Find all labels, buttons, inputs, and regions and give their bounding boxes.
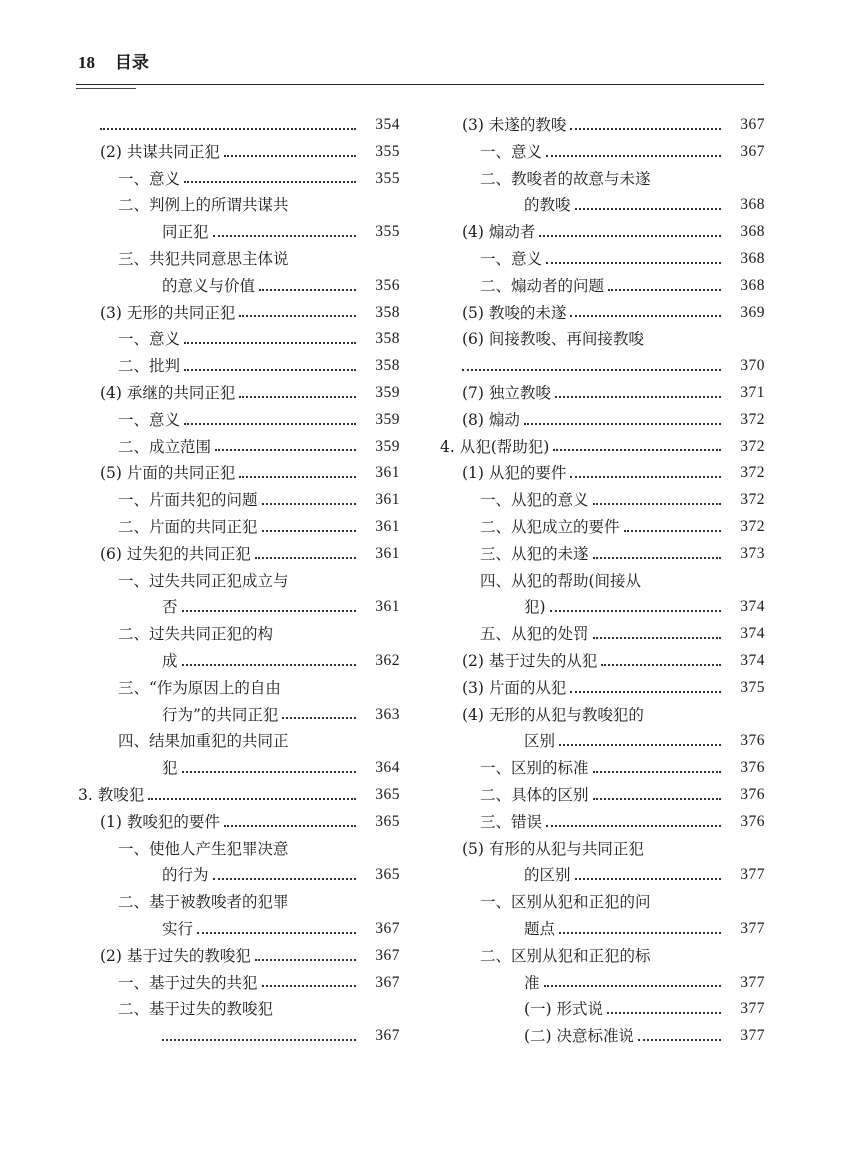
dot-leader <box>593 557 721 559</box>
toc-entry-title: 一、基于过失的共犯 <box>118 973 258 992</box>
toc-entry <box>78 836 400 863</box>
toc-entry <box>78 326 400 353</box>
toc-page-number: 376 <box>740 812 765 830</box>
toc-page-number: 358 <box>375 357 400 375</box>
toc-page-number: 368 <box>740 276 765 294</box>
dot-leader <box>553 449 721 451</box>
toc-entry-title: 一、意义 <box>118 330 181 349</box>
toc-entry-title: (3) 未遂的教唆 <box>462 116 567 134</box>
toc-entry-title: 犯) <box>524 598 546 617</box>
toc-entry-title: 一、区别从犯和正犯的问 <box>480 893 651 912</box>
dot-leader <box>546 825 721 827</box>
toc-entry-title: (1) 教唆犯的要件 <box>100 812 220 831</box>
toc-entry-title: 三、错误 <box>480 812 543 831</box>
toc-entry <box>78 1023 400 1050</box>
header-rule <box>76 84 764 85</box>
toc-page-number: 375 <box>740 678 765 696</box>
toc-entry-title: 三、“作为原因上的自由 <box>118 678 281 697</box>
toc-entry-title: 的区别 <box>524 866 571 885</box>
toc-page-number: 365 <box>375 812 400 830</box>
toc-page-number: 376 <box>740 785 765 803</box>
toc-entry-title: 二、从犯成立的要件 <box>480 517 620 536</box>
dot-leader <box>197 932 356 934</box>
toc-entry-title: 二、判例上的所谓共谋共 <box>118 196 289 215</box>
toc-page-number: 372 <box>740 464 765 482</box>
toc-entry <box>78 568 400 595</box>
toc-page-number: 359 <box>375 383 400 401</box>
dot-leader <box>239 396 356 398</box>
toc-entry <box>440 139 765 166</box>
toc-entry-title: 成 <box>162 651 178 670</box>
toc-entry-title: 3. 教唆犯 <box>78 785 145 804</box>
toc-page-number: 367 <box>375 973 400 991</box>
dot-leader <box>570 315 721 317</box>
toc-entry <box>440 996 765 1023</box>
dot-leader <box>259 289 356 291</box>
dot-leader <box>262 985 356 987</box>
dot-leader <box>184 423 356 425</box>
dot-leader <box>546 262 721 264</box>
toc-page-number: 364 <box>375 759 400 777</box>
toc-entry <box>78 139 400 166</box>
toc-entry <box>78 916 400 943</box>
toc-entry <box>78 970 400 997</box>
dot-leader <box>570 476 721 478</box>
toc-page-number: 367 <box>375 1027 400 1045</box>
toc-entry-title: (5) 有形的从犯与共同正犯 <box>462 839 644 858</box>
toc-entry-title: 二、教唆者的故意与未遂 <box>480 169 651 188</box>
toc-entry <box>440 514 765 541</box>
dot-leader <box>262 530 356 532</box>
dot-leader <box>546 155 721 157</box>
toc-entry-title: 四、从犯的帮助(间接从 <box>480 571 642 590</box>
toc-page-number: 362 <box>375 651 400 669</box>
toc-entry <box>440 594 765 621</box>
toc-entry <box>78 648 400 675</box>
toc-entry <box>440 326 765 353</box>
toc-page-number: 370 <box>740 357 765 375</box>
dot-leader <box>182 771 356 773</box>
toc-entry <box>78 112 400 139</box>
toc-entry-title: (3) 片面的从犯 <box>462 678 567 697</box>
toc-entry <box>440 675 765 702</box>
toc-page-number: 372 <box>740 517 765 535</box>
toc-left-column <box>78 112 400 1050</box>
dot-leader <box>550 610 721 612</box>
toc-entry <box>440 112 765 139</box>
dot-leader <box>184 181 356 183</box>
toc-entry-title: (二) 决意标准说 <box>524 1027 635 1046</box>
toc-entry <box>440 568 765 595</box>
dot-leader <box>608 289 721 291</box>
toc-entry <box>78 996 400 1023</box>
toc-entry <box>78 380 400 407</box>
dot-leader <box>559 932 721 934</box>
toc-entry-title: 否 <box>162 598 178 617</box>
toc-page-number: 377 <box>740 866 765 884</box>
toc-entry <box>78 702 400 729</box>
toc-page-number: 365 <box>375 866 400 884</box>
toc-page-number: 367 <box>740 142 765 160</box>
toc-entry-title: 三、从犯的未遂 <box>480 544 589 563</box>
toc-entry <box>440 380 765 407</box>
toc-page-number: 355 <box>375 142 400 160</box>
dot-leader <box>100 128 356 130</box>
dot-leader <box>593 503 721 505</box>
toc-entry <box>440 621 765 648</box>
dot-leader <box>282 717 356 719</box>
toc-entry-title: 准 <box>524 973 540 992</box>
toc-page-number: 359 <box>375 437 400 455</box>
toc-entry-title: 行为”的共同正犯 <box>162 705 279 724</box>
toc-entry <box>440 434 765 461</box>
toc-page-number: 368 <box>740 196 765 214</box>
toc-entry <box>440 273 765 300</box>
dot-leader <box>224 155 356 157</box>
toc-entry <box>440 246 765 273</box>
toc-entry <box>440 862 765 889</box>
toc-entry-title: 二、成立范围 <box>118 437 212 456</box>
dot-leader <box>262 503 356 505</box>
toc-page-number: 359 <box>375 410 400 428</box>
toc-entry <box>440 407 765 434</box>
toc-entry <box>440 970 765 997</box>
toc-right-column <box>440 112 765 1050</box>
toc-page-number: 361 <box>375 491 400 509</box>
toc-entry <box>440 1023 765 1050</box>
toc-entry <box>440 219 765 246</box>
dot-leader <box>213 878 356 880</box>
toc-page-number: 369 <box>740 303 765 321</box>
page-title: 目录 <box>114 53 149 73</box>
dot-leader <box>162 1039 356 1041</box>
toc-entry-title: (5) 片面的共同正犯 <box>100 464 236 483</box>
toc-entry-title: 一、意义 <box>480 142 543 161</box>
dot-leader <box>182 610 356 612</box>
dot-leader <box>601 664 721 666</box>
dot-leader <box>224 825 356 827</box>
dot-leader <box>539 235 721 237</box>
toc-entry <box>440 809 765 836</box>
dot-leader <box>239 315 356 317</box>
toc-entry-title: (6) 过失犯的共同正犯 <box>100 544 251 563</box>
toc-entry-title: (4) 无形的从犯与教唆犯的 <box>462 705 644 724</box>
toc-entry-title: 二、过失共同正犯的构 <box>118 625 274 644</box>
toc-entry-title: 二、具体的区别 <box>480 785 589 804</box>
toc-entry-title: 二、基于过失的教唆犯 <box>118 1000 274 1019</box>
dot-leader <box>593 798 721 800</box>
toc-page-number: 372 <box>740 437 765 455</box>
toc-page-number: 368 <box>740 223 765 241</box>
toc-entry-title: 犯 <box>162 759 178 778</box>
toc-page-number: 371 <box>740 383 765 401</box>
toc-entry-title: 一、意义 <box>118 410 181 429</box>
toc-entry-title: 的意义与价值 <box>162 276 256 295</box>
toc-page-number: 367 <box>375 946 400 964</box>
toc-entry <box>78 166 400 193</box>
toc-entry-title: 区别 <box>524 732 556 751</box>
dot-leader <box>624 530 721 532</box>
dot-leader <box>555 396 721 398</box>
toc-entry <box>78 594 400 621</box>
dot-leader <box>570 128 721 130</box>
toc-page-number: 367 <box>740 116 765 133</box>
toc-entry-title: 五、从犯的处罚 <box>480 625 589 644</box>
toc-page-number: 354 <box>375 116 400 133</box>
toc-entry-title: (8) 煽动 <box>462 410 520 429</box>
toc-entry-title: 二、批判 <box>118 357 181 376</box>
toc-entry-title: 四、结果加重犯的共同正 <box>118 732 289 751</box>
toc-entry-title: (2) 共谋共同正犯 <box>100 142 220 161</box>
toc-entry <box>440 755 765 782</box>
dot-leader <box>184 369 356 371</box>
toc-page-number: 376 <box>740 732 765 750</box>
dot-leader <box>524 423 721 425</box>
toc-entry <box>440 702 765 729</box>
toc-entry <box>440 192 765 219</box>
toc-page-number: 377 <box>740 1000 765 1018</box>
toc-entry-title: 一、意义 <box>480 249 543 268</box>
toc-page-number: 376 <box>740 759 765 777</box>
toc-entry <box>78 943 400 970</box>
toc-entry-title: (4) 煽动者 <box>462 223 536 242</box>
toc-page-number: 372 <box>740 491 765 509</box>
toc-entry <box>78 514 400 541</box>
toc-page-number: 377 <box>740 973 765 991</box>
toc-page-number: 358 <box>375 330 400 348</box>
toc-entry-title: (2) 基于过失的教唆犯 <box>100 946 251 965</box>
toc-page-number: 374 <box>740 598 765 616</box>
dot-leader <box>213 235 356 237</box>
toc-entry-title: 题点 <box>524 919 556 938</box>
toc-entry <box>78 219 400 246</box>
toc-page-number: 355 <box>375 223 400 241</box>
toc-entry-title: 二、煽动者的问题 <box>480 276 605 295</box>
toc-entry <box>78 246 400 273</box>
dot-leader <box>544 985 721 987</box>
toc-page-number: 374 <box>740 651 765 669</box>
toc-page-number: 367 <box>375 919 400 937</box>
toc-entry <box>78 541 400 568</box>
toc-entry <box>440 782 765 809</box>
toc-entry-title: 一、过失共同正犯成立与 <box>118 571 289 590</box>
toc-entry <box>440 889 765 916</box>
toc-entry <box>440 487 765 514</box>
dot-leader <box>570 691 721 693</box>
toc-entry <box>78 782 400 809</box>
toc-entry <box>440 300 765 327</box>
toc-entry <box>78 621 400 648</box>
toc-entry-title: 一、从犯的意义 <box>480 491 589 510</box>
toc-page-number: 373 <box>740 544 765 562</box>
toc-entry-title: 一、使他人产生犯罪决意 <box>118 839 289 858</box>
toc-page-number: 377 <box>740 1027 765 1045</box>
toc-entry-title: 一、片面共犯的问题 <box>118 491 258 510</box>
toc-entry-title: (一) 形式说 <box>524 1000 604 1019</box>
toc-entry-title: 的教唆 <box>524 196 571 215</box>
toc-entry <box>440 728 765 755</box>
dot-leader <box>184 342 356 344</box>
toc-entry <box>78 675 400 702</box>
toc-page-number: 358 <box>375 303 400 321</box>
page-header <box>78 48 149 73</box>
dot-leader <box>239 476 356 478</box>
toc-page-number: 372 <box>740 410 765 428</box>
toc-entry <box>440 648 765 675</box>
toc-entry <box>440 166 765 193</box>
toc-entry <box>78 755 400 782</box>
toc-entry-title: 二、区别从犯和正犯的标 <box>480 946 651 965</box>
toc-entry-title: 实行 <box>162 919 194 938</box>
toc-entry <box>78 460 400 487</box>
toc-page-number: 361 <box>375 464 400 482</box>
toc-page-number: 374 <box>740 625 765 643</box>
dot-leader <box>575 878 721 880</box>
toc-page-number: 368 <box>740 249 765 267</box>
toc-entry-title: 三、共犯共同意思主体说 <box>118 249 289 268</box>
toc-entry-title: (6) 间接教唆、再间接教唆 <box>462 330 644 349</box>
toc-page-number: 361 <box>375 517 400 535</box>
toc-entry <box>440 916 765 943</box>
dot-leader <box>593 771 721 773</box>
toc-entry <box>78 487 400 514</box>
toc-entry <box>440 836 765 863</box>
toc-entry <box>440 541 765 568</box>
toc-entry <box>78 862 400 889</box>
dot-leader <box>182 664 356 666</box>
toc-entry-title: 4. 从犯(帮助犯) <box>440 437 550 456</box>
toc-entry <box>78 273 400 300</box>
toc-entry <box>78 889 400 916</box>
toc-entry-title: (5) 教唆的未遂 <box>462 303 567 322</box>
toc-page-number: 363 <box>375 705 400 723</box>
toc-entry-title: 一、意义 <box>118 169 181 188</box>
dot-leader <box>593 637 721 639</box>
toc-page-number: 355 <box>375 169 400 187</box>
toc-entry <box>78 407 400 434</box>
toc-entry <box>440 460 765 487</box>
toc-entry <box>78 300 400 327</box>
toc-entry-title: (7) 独立教唆 <box>462 383 551 402</box>
toc-page-number: 377 <box>740 919 765 937</box>
toc-entry-title: (2) 基于过失的从犯 <box>462 651 598 670</box>
toc-entry <box>78 192 400 219</box>
toc-page-number: 361 <box>375 544 400 562</box>
toc-entry-title: 二、基于被教唆者的犯罪 <box>118 893 289 912</box>
toc-entry-title: (1) 从犯的要件 <box>462 464 567 483</box>
dot-leader <box>575 208 721 210</box>
toc-entry-title: 的行为 <box>162 866 209 885</box>
toc-entry <box>78 353 400 380</box>
header-rule-accent <box>76 88 136 89</box>
dot-leader <box>559 744 721 746</box>
toc-entry <box>440 353 765 380</box>
toc-page-number: 356 <box>375 276 400 294</box>
toc-entry-title: 二、片面的共同正犯 <box>118 517 258 536</box>
toc-page-number: 365 <box>375 785 400 803</box>
dot-leader <box>215 449 356 451</box>
toc-entry-title: 一、区别的标准 <box>480 759 589 778</box>
toc-entry <box>440 943 765 970</box>
toc-entry <box>78 728 400 755</box>
dot-leader <box>638 1039 721 1041</box>
toc-entry <box>78 434 400 461</box>
toc-entry <box>78 809 400 836</box>
dot-leader <box>462 369 721 371</box>
toc-entry-title: (4) 承继的共同正犯 <box>100 383 236 402</box>
dot-leader <box>255 959 356 961</box>
toc-page-number: 361 <box>375 598 400 616</box>
dot-leader <box>255 557 356 559</box>
dot-leader <box>148 798 356 800</box>
dot-leader <box>607 1012 721 1014</box>
toc-entry-title: (3) 无形的共同正犯 <box>100 303 236 322</box>
toc-entry-title: 同正犯 <box>162 223 209 242</box>
page-number: 18 <box>78 53 95 72</box>
